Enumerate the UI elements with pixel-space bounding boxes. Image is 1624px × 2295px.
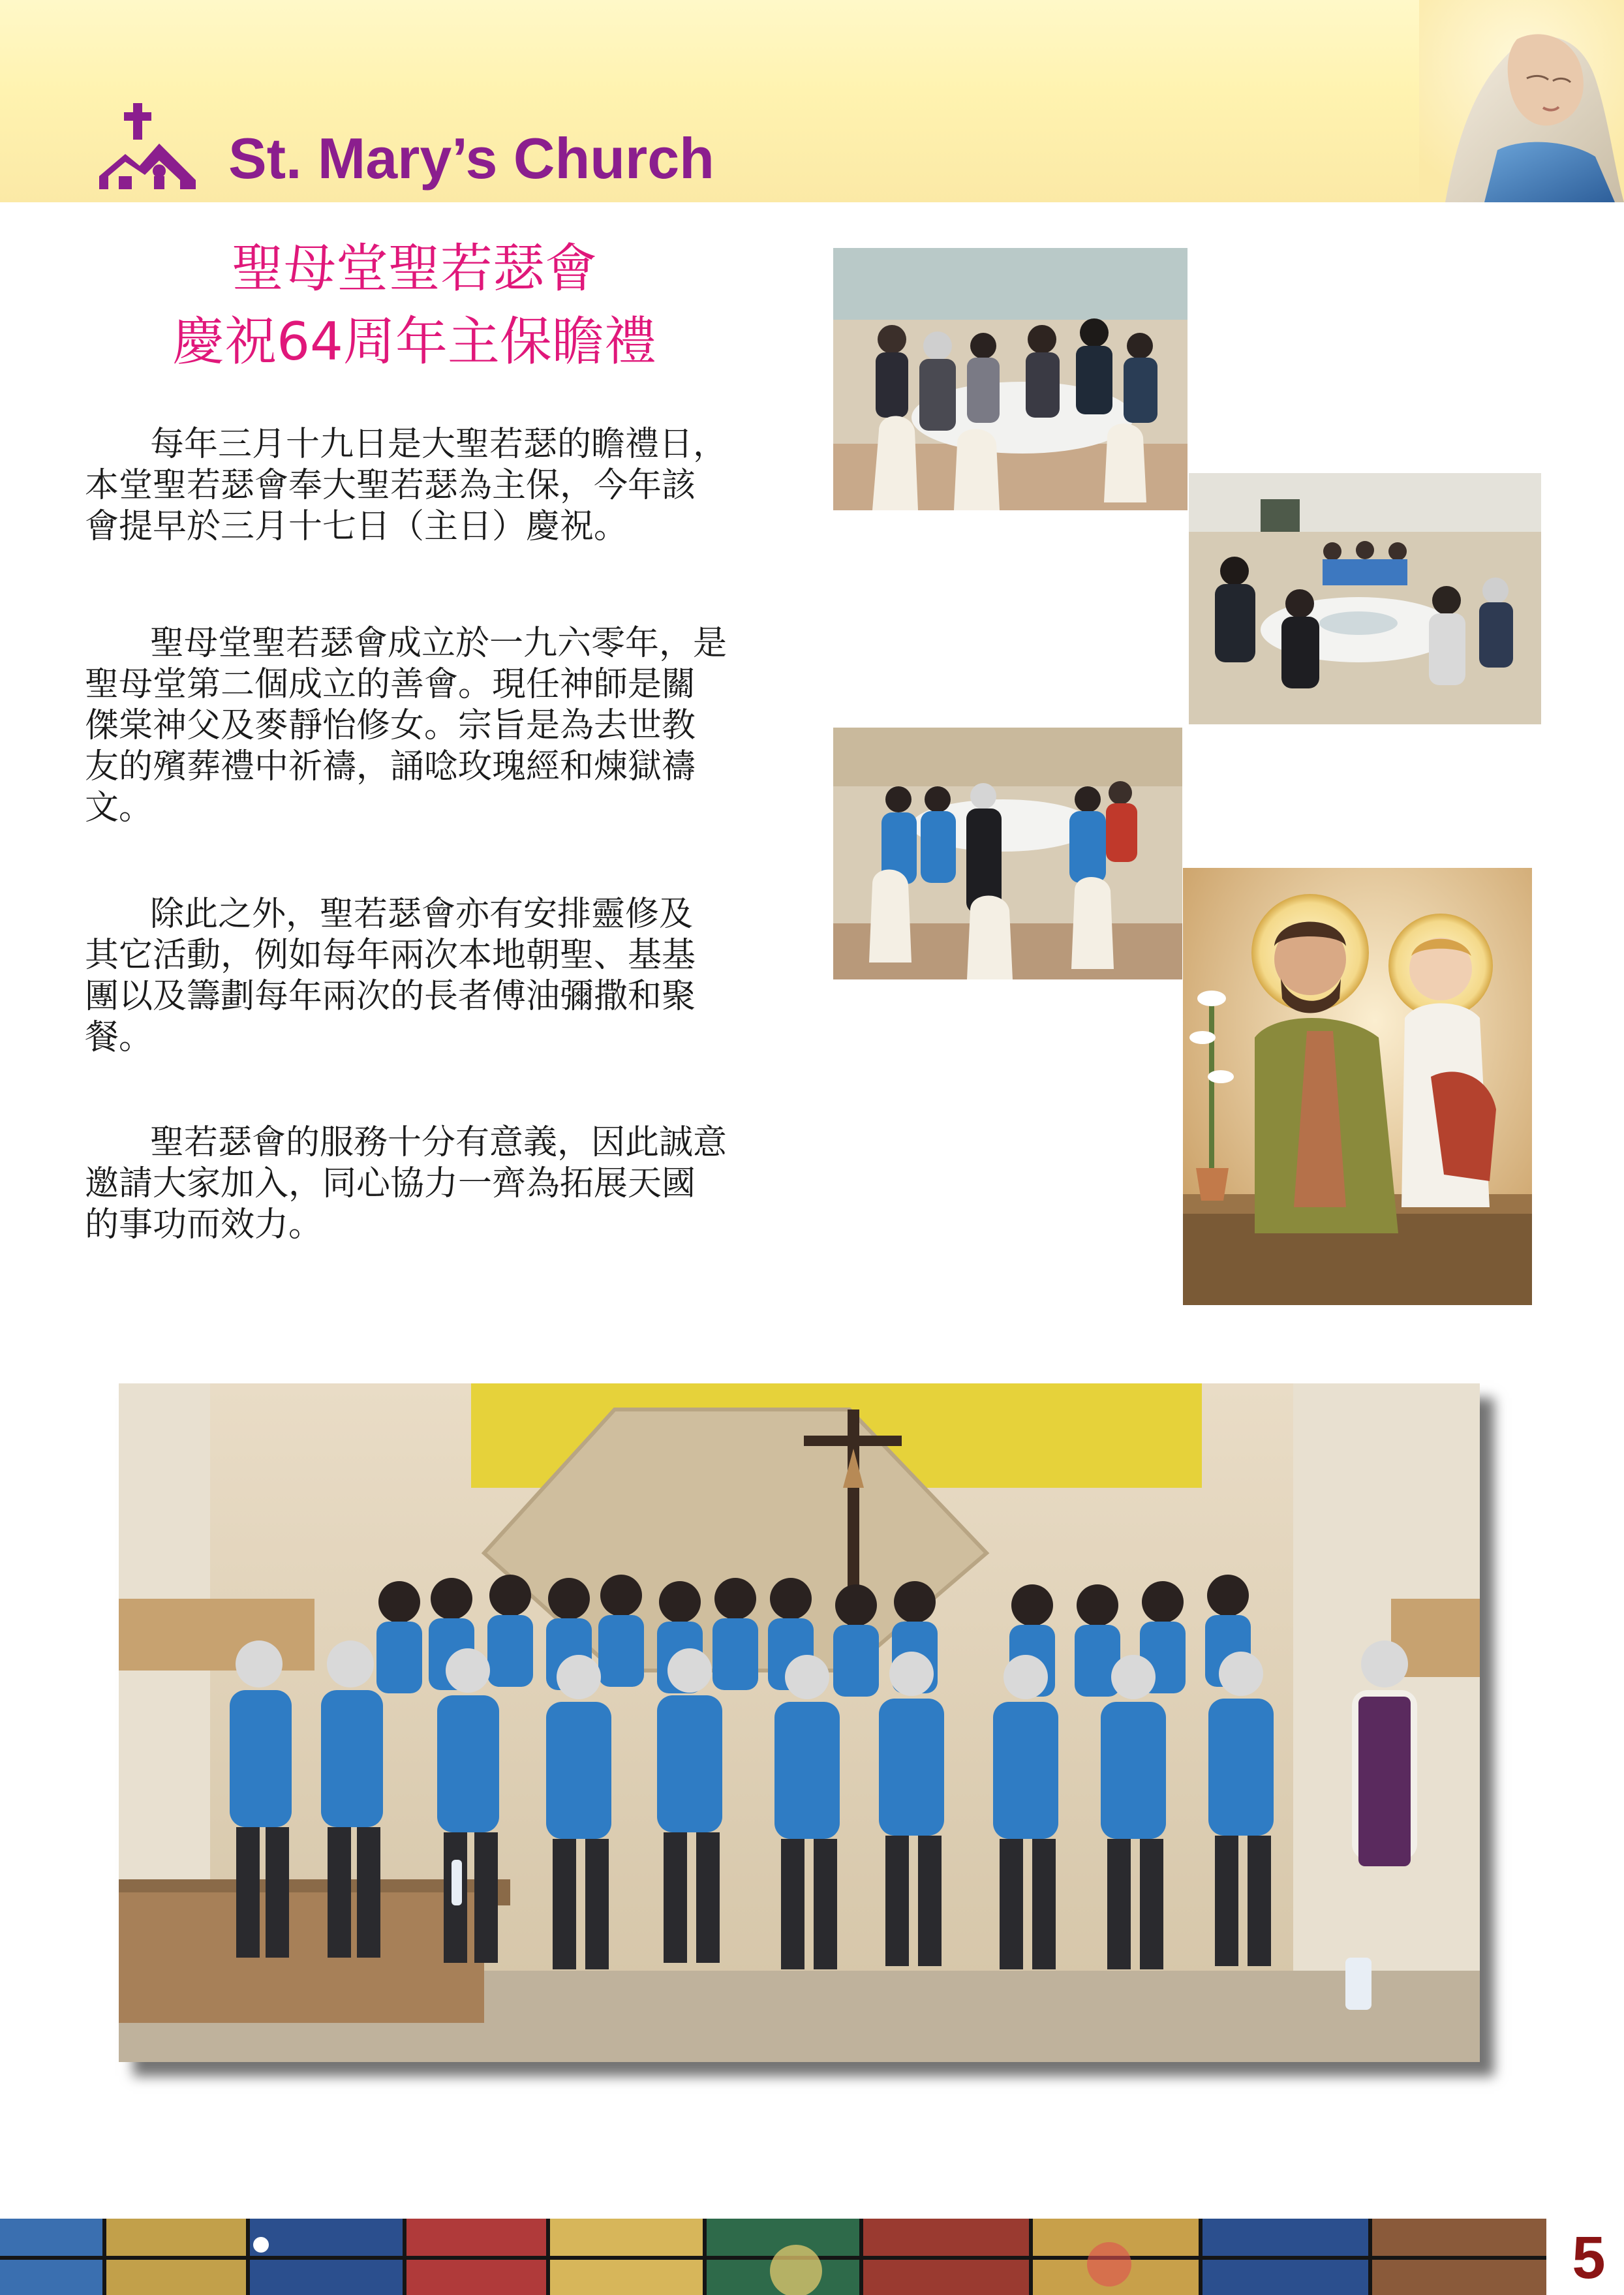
paragraph-line: 團以及籌劃每年兩次的長者傅油彌撒和聚 bbox=[85, 977, 696, 1016]
paragraph-line: 會提早於三月十七日（主日）慶祝。 bbox=[85, 507, 628, 546]
banquet-photo-3 bbox=[833, 728, 1182, 979]
paragraph-line: 友的殯葬禮中祈禱，誦唸玫瑰經和煉獄禱 bbox=[85, 747, 696, 786]
paragraph-line: 聖母堂聖若瑟會成立於一九六零年，是 bbox=[150, 624, 728, 663]
paragraph-2 bbox=[85, 623, 803, 829]
paragraph-line: 文。 bbox=[85, 788, 153, 827]
paragraph-line: 聖若瑟會的服務十分有意義，因此誠意 bbox=[150, 1123, 728, 1162]
paragraph-line: 傑棠神父及麥靜怡修女。宗旨是為去世教 bbox=[85, 706, 696, 745]
paragraph-line: 其它活動，例如每年兩次本地朝聖、基基 bbox=[85, 936, 696, 975]
church-cross-icon bbox=[99, 103, 196, 189]
group-photo-church bbox=[119, 1383, 1480, 2062]
stained-glass-footer-strip bbox=[0, 2219, 1546, 2295]
paragraph-line: 聖母堂第二個成立的善會。現任神師是關 bbox=[85, 665, 696, 704]
paragraph-4 bbox=[85, 1122, 803, 1246]
paragraph-3 bbox=[85, 894, 803, 1058]
paragraph-line: 餐。 bbox=[85, 1018, 153, 1057]
st-joseph-painting bbox=[1183, 868, 1532, 1305]
page-number: 5 bbox=[1572, 2225, 1606, 2291]
banquet-photo-2 bbox=[1189, 473, 1541, 724]
paragraph-line: 邀請大家加入，同心協力一齊為拓展天國 bbox=[85, 1164, 696, 1203]
paragraph-1 bbox=[85, 424, 803, 547]
article-title-line-2: 慶祝64周年主保瞻禮 bbox=[172, 311, 656, 372]
virgin-mary-statue-image bbox=[1419, 0, 1624, 202]
banquet-photo-1 bbox=[833, 248, 1187, 510]
church-brand-title: St. Mary’s Church bbox=[228, 126, 714, 191]
paragraph-line: 每年三月十九日是大聖若瑟的瞻禮日， bbox=[150, 425, 728, 464]
article-title-line-1: 聖母堂聖若瑟會 bbox=[232, 238, 597, 299]
paragraph-line: 除此之外，聖若瑟會亦有安排靈修及 bbox=[150, 895, 694, 934]
paragraph-line: 的事功而效力。 bbox=[85, 1205, 323, 1244]
paragraph-line: 本堂聖若瑟會奉大聖若瑟為主保，今年該 bbox=[85, 466, 696, 505]
